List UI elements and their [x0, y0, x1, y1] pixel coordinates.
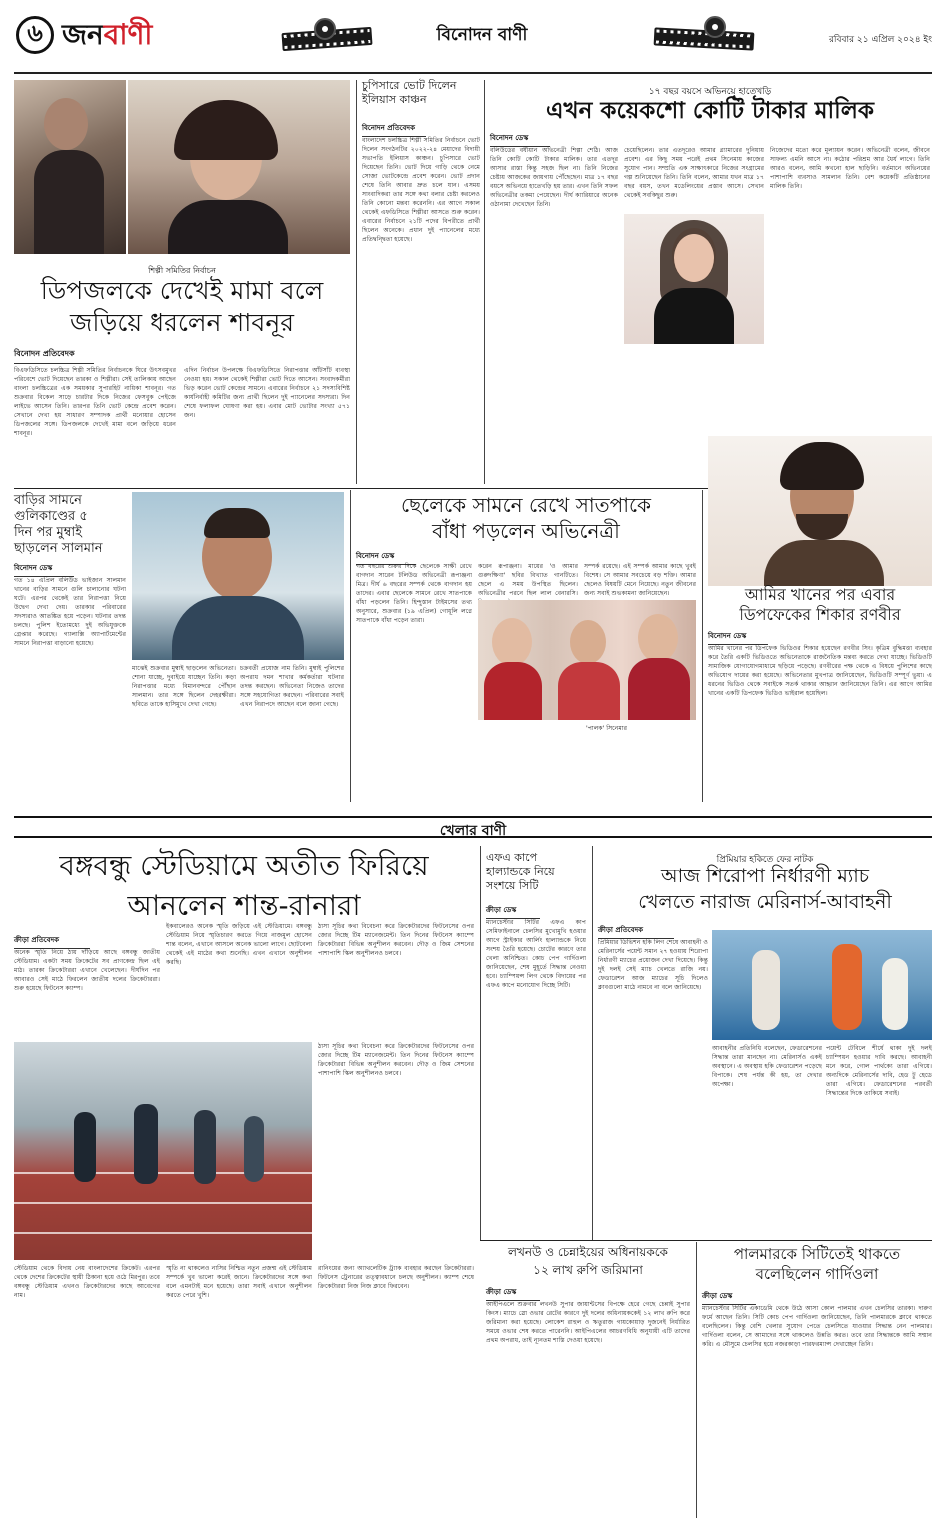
satpake-body-col2: করেন রূপাঞ্জনা। মায়ের 'ও আমার গুরুদক্ষিণা' ছবির বিখ্যাত গানটিতে। ছেলে এ সময় উপস্থিত ছিলেন। অভিনেত্রীর পরনে ছিল লাল বেনারসি। — [478, 563, 578, 597]
guardiola-byline: ক্রীড়া ডেস্ক — [702, 1290, 756, 1305]
city-headline-1: এফএ কাপে — [486, 851, 538, 864]
ranveer-headline-1: আমির খানের পর এবার — [744, 585, 896, 604]
photo-hockey-players — [712, 930, 932, 1040]
photo-shabnur-car — [128, 80, 350, 254]
city-byline: ক্রীড়া ডেস্ক — [486, 904, 540, 919]
photo-rupanjana-wedding — [478, 600, 696, 720]
stadium-body-col3: ঠাসা সূচির কথা বিবেচনা করে ক্রিকেটারদের ফিটনেসের ওপর জোর দিচ্ছে টিম ম্যানেজমেন্ট। তিন দিনের ফিটনেস ক্যাম্পে ক্রিকেটাররা বিভিন্ন অনুশীলন করবেন। দৌড় ও জিম সেশনের পাশাপাশি স্কিল অনুশীলনও চলবে। — [318, 923, 474, 957]
ilias-headline-1: চুপিসারে ভোট দিলেন — [362, 79, 457, 92]
issue-date: রবিবার ২১ এপ্রিল ২০২৪ ইং — [828, 35, 932, 45]
salman-headline-3: দিন পর মুম্বাই — [14, 525, 82, 540]
shabnur-body-col1: বিএফডিসিতে চলচ্চিত্র শিল্পী সমিতির নির্বাচনকে ঘিরে উৎসবমুখর পরিবেশে ভোট দিয়েছেন তারকা ও শিল্পীরা। সেই তালিকায় আছেন বাংলা চলচ্চিত্রের এক সময়কার সুপারহিট নায়িকা শাবনূর। গত শুক্রবার বিকেল সাড়ে চারটার দিকে নিজের ফেসবুক পেইজে লাইভে আসেন তিনি। তারপর তিনি ভোট কেন্দ্রে প্রবেশ করেন। সেখানে দেখা হয় সাধারণ সম্পাদক প্রার্থী মনোয়ার হোসেন ডিপজলের সঙ্গে। ডিপজলকে দেখেই মামা বলে জড়িয়ে ধরেন শাবনূর। — [14, 367, 176, 437]
salman-headline-2: গুলিকাণ্ডের ৫ — [14, 509, 88, 524]
logo-jan: জন — [62, 18, 104, 51]
satpake-caption: 'পালক' সিনেমার — [586, 725, 627, 732]
rich-body-col3: নিজেদের মতো করে মূল্যায়ন করেন। অভিনেত্রী বলেন, জীবনে সাফল্য এমনি আসে না। কঠোর পরিশ্রম আর ধৈর্য লাগে। তিনি আরও বলেন, আমি কখনো হাল ছাড়িনি। বর্তমানে অভিনয়ের পাশাপাশি ব্যবসাও সামলান তিনি। বেশ কয়েকটি প্রতিষ্ঠানের মালিক তিনি। — [770, 147, 930, 190]
satpake-headline-2: বাঁধা পড়লেন অভিনেত্রী — [432, 519, 620, 543]
stadium-body-lower-col3: রানিংয়ের জন্য অ্যাথলেটিক ট্র্যাক ব্যবহার করছেন ক্রিকেটাররা। ফিটনেস ট্রেনারের তত্ত্বাবধানে চলছে অনুশীলন। ক্যাম্প শেষে ক্রিকেটাররা নিজ নিজ ক্লাবে ফিরবেন। — [318, 1265, 474, 1290]
ranveer-body: আমির খানের পর ডিপফেক ভিডিওর শিকার হয়েছেন রণবীর সিং। কৃত্রিম বুদ্ধিমত্তা ব্যবহার করে তৈরি একটি ভিডিওতে অভিনেতাকে রাজনৈতিক মন্তব্য করতে দেখা যাচ্ছে। ভিডিওটি সামাজিক যোগাযোগমাধ্যমে ছড়িয়ে পড়েছে। রণবীরের পক্ষ থেকে এ বিষয়ে পুলিশের কাছে অভিযোগ দায়ের করা হয়েছে। অভিনেতার মুখপাত্র জানিয়েছেন, ভিডিওটি সম্পূর্ণ ভুয়া। এ ধরনের ভিডিও থেকে সবাইকে সতর্ক থাকার আহ্বান জানিয়েছেন তিনি। এর আগে আমির খানের একটি ডিপফেক ভিডিও ভাইরাল হয়েছিল। — [708, 645, 932, 697]
stadium-body-lower-col1: স্টেডিয়াম থেকে বিদায় নেয় বাংলাদেশের ক্রিকেট। এরপর থেকে দেশের ক্রিকেটের স্থায়ী ঠিকানা হয়ে ওঠে মিরপুর। তবে বঙ্গবন্ধু স্টেডিয়াম এখনও ক্রিকেটারদের কাছে আবেগের নাম। — [14, 1265, 160, 1299]
sports-section-banner — [14, 816, 932, 838]
salman-body-col3: চক্রবর্তী প্রযোজ নাম তিনি। মুম্বাই পুলিশের অপরাধ দমন শাখার কর্মকর্তারা ঘটনার তদন্ত করছেন। অভিনেতা নিজেও তাদের সঙ্গে সহযোগিতা করছেন। পরিবারের সবাই এখন নিরাপদে আছেন বলে জানা গেছে। — [240, 665, 344, 708]
hockey-headline-2: খেলতে নারাজ মেরিনার্স-আবাহনী — [638, 891, 892, 913]
ipl-body: আইপিএলে শুক্রবার লখনউ সুপার জায়ান্টসের বিপক্ষে হেরে গেছে চেন্নাই সুপার কিংস। ম্যাচে স্লো ওভার রেটের কারণে দুই দলের অধিনায়ককেই ১২ লাখ রুপি করে জরিমানা করা হয়েছে। লোকেশ রাহুল ও ঋতুরাজ গায়কোয়াড় দুজনেই নির্ধারিত সময়ে ওভার শেষ করতে পারেননি। আইপিএলের আচরণবিধি অনুযায়ী এটি তাদের প্রথম অপরাধ, তাই ন্যূনতম শাস্তি দেওয়া হয়েছে। — [486, 1301, 690, 1344]
masthead-divider — [14, 72, 932, 74]
city-headline-3: সংশয়ে সিটি — [486, 879, 539, 892]
shabnur-kicker: শিল্পী সমিতির নির্বাচন — [148, 266, 216, 275]
photo-shabnur-dipjol — [14, 80, 126, 254]
guardiola-body: ম্যানচেস্টার সিটির একাডেমি থেকে উঠে আসা কোল পালমার এখন চেলসির তারকা। দারুণ ফর্মে আছেন তিনি। সিটি কোচ পেপ গার্দিওলা জানিয়েছেন, তিনি পালমারকে ক্লাবে থাকতে বলেছিলেন। কিন্তু বেশি খেলার সুযোগ পেতে চেলসিতে যাওয়ার সিদ্ধান্ত নেন পালমার। গার্দিওলা বলেন, সে আমাদের সঙ্গে থাকলেও উন্নতি করত। তবে তার সিদ্ধান্তকে আমি সম্মান করি। এ মৌসুমে চেলসির হয়ে নজরকাড়া পারফরম্যান্স দেখাচ্ছেন তিনি। — [702, 1305, 932, 1348]
masthead — [14, 12, 932, 72]
hockey-byline: ক্রীড়া প্রতিবেদক — [598, 924, 674, 939]
newspaper-logo — [62, 18, 152, 52]
ranveer-headline-2: ডিপফেকের শিকার রণবীর — [739, 605, 901, 624]
film-reel-icon — [704, 16, 726, 38]
guardiola-headline-2: বলেছিলেন গার্দিওলা — [755, 1265, 879, 1283]
rich-headline: এখন কয়েকশো কোটি টাকার মালিক — [546, 98, 874, 124]
ipl-byline: ক্রীড়া ডেস্ক — [486, 1286, 540, 1301]
photo-salman-khan — [132, 492, 344, 660]
ilias-body: বাংলাদেশ চলচ্চিত্র শিল্পী সমিতির নির্বাচনে ভোট দিলেন সংগঠনটির ২০২২-২৪ মেয়াদের বিদায়ী সভাপতি ইলিয়াস কাঞ্চন। চুপিসারে ভোট দিয়েছেন তিনি। ভোট দিয়ে গাড়ি থেকে নেমে সোজা ভোটকেন্দ্রে প্রবেশ করেন। ভোট প্রদান শেষে তিনি আবার দ্রুত চলে যান। এসময় সাংবাদিকরা তার সঙ্গে কথা বলার চেষ্টা করলেও তিনি কোনো মন্তব্য করেননি। এর আগে সকাল থেকেই এফডিসিতে শিল্পীরা আসতে শুরু করেন। এবারের নির্বাচনে ২১টি পদের বিপরীতে প্রার্থী ছিলেন অনেকে। প্রধান দুই প্যানেলের মধ্যে প্রতিদ্বন্দ্বিতা হয়েছে। — [362, 137, 480, 243]
ipl-headline-2: ১২ লাখ রুপি জরিমানা — [533, 1263, 643, 1277]
photo-ranveer-singh — [708, 436, 932, 586]
salman-body-col2: মাঝেই শুক্রবার মুম্বাই ছাড়লেন অভিনেতা। শোনা যাচ্ছে, দুবাইয়ে যাচ্ছেন তিনি। কড়া নিরাপত্তার মধ্যে বিমানবন্দরে পৌঁছান সালমান। তার সঙ্গে ছিলেন দেহরক্ষীরা। ছবিতে তাকে হাসিমুখে দেখা গেছে। — [132, 665, 236, 708]
city-headline-2: হাল্যান্ডকে নিয়ে — [486, 865, 555, 878]
rich-byline: বিনোদন ডেস্ক — [490, 132, 550, 147]
ipl-headline-1: লখনউ ও চেন্নাইয়ের অধিনায়ককে — [508, 1245, 668, 1259]
salman-headline-4: ছাড়লেন সালমান — [14, 541, 103, 556]
rich-kicker: ১৭ বছর বয়সে অভিনয়ে হাতেখড়ি — [648, 87, 772, 97]
salman-byline: বিনোদন ডেস্ক — [14, 562, 74, 577]
logo-bani: বাণী — [103, 18, 153, 51]
sports-section-title: খেলার বাণী — [439, 823, 507, 839]
ranveer-byline: বিনোদন ডেস্ক — [708, 630, 768, 645]
shabnur-body-col2: এদিন নির্বাচন উপলক্ষে বিএফডিসিতে নিরাপত্তার আঁটসাঁট ব্যবস্থা নেওয়া হয়। সকাল থেকেই শিল্পীরা ভোট দিতে আসেন। সংবাদকর্মীরা ভিড় করেন ভোট কেন্দ্রের সামনে। এবারের নির্বাচনে ২১ সদস্যবিশিষ্ট কার্যনির্বাহী কমিটির জন্য প্রার্থী ছিলেন দুই প্যানেলের সদস্যরা। দিন শেষে ফলাফল ঘোষণা করা হয়। এবার মোট ভোটার সংখ্যা ৫৭১ জন। — [184, 367, 350, 419]
film-reel-icon — [314, 18, 336, 40]
satpake-byline: বিনোদন ডেস্ক — [356, 550, 416, 565]
stadium-headline-2: আনলেন শান্ত-রানারা — [127, 889, 361, 922]
stadium-body-col2: ইকবালেরও অনেক স্মৃতি জড়িয়ে এই স্টেডিয়ামে। বঙ্গবন্ধু স্টেডিয়াম নিয়ে স্মৃতিচারণ করতে গিয়ে নাজমুল হোসেন শান্ত বলেন, এখানে আসলে অনেক ভালো লাগে। ছোটবেলা থেকেই এই মাঠের কথা শুনেছি। এখন এখানে অনুশীলন করছি। — [166, 923, 312, 966]
stadium-byline: ক্রীড়া প্রতিবেদক — [14, 934, 90, 949]
photo-cricketers-running — [14, 1042, 312, 1260]
guardiola-headline-1: পালমারকে সিটিতেই থাকতে — [733, 1245, 901, 1263]
ilias-byline: বিনোদন প্রতিবেদক — [362, 122, 426, 137]
page-number: ৬ — [27, 19, 43, 47]
hockey-body-col1: প্রিমিয়ার ডিভিশন হকি লিগ শেষে আবাহনী ও মেরিনার্সের পয়েন্ট সমান ২৭ হওয়ায় শিরোপা নির্ধারণী ম্যাচের প্রয়োজন দেখা দিয়েছে। কিন্তু দুই দলই সেই ম্যাচ খেলতে রাজি নয়। ফেডারেশন আজ ম্যাচের সূচি দিলেও ক্লাবগুলো মাঠে নামবে না বলে জানিয়েছে। — [598, 939, 708, 991]
satpake-headline-1: ছেলেকে সামনে রেখে সাতপাকে — [400, 493, 652, 517]
hockey-body-col3: পয়েন্ট টেবিলে শীর্ষে থাকা দুই দলই চ্যাম্পিয়ন হওয়ার দাবি করছে। আবাহনী মনে করে, গোল পার্থক্যে তারা এগিয়ে। অন্যদিকে মেরিনার্সের দাবি, হেড টু হেডে তারা এগিয়ে। ফেডারেশনের পরবর্তী সিদ্ধান্তের দিকে তাকিয়ে সবাই। — [826, 1045, 932, 1097]
city-body: ম্যানচেস্টার সিটির এফএ কাপ সেমিফাইনালে চেলসির মুখোমুখি হওয়ার আগে স্ট্রাইকার আর্লিং হাল্যান্ডকে নিয়ে সংশয় তৈরি হয়েছে। চোটের কারণে তার খেলা অনিশ্চিত। কোচ পেপ গার্দিওলা জানিয়েছেন, শেষ মুহূর্তে সিদ্ধান্ত নেওয়া হবে। চ্যাম্পিয়ন্স লিগ থেকে বিদায়ের পর এফএ কাপে মনোযোগ দিচ্ছে সিটি। — [486, 919, 586, 989]
stadium-body-col3b: ঠাসা সূচির কথা বিবেচনা করে ক্রিকেটারদের ফিটনেসের ওপর জোর দিচ্ছে টিম ম্যানেজমেন্ট। তিন দিনের ফিটনেস ক্যাম্পে ক্রিকেটাররা বিভিন্ন অনুশীলন করবেন। দৌড় ও জিম সেশনের পাশাপাশি স্কিল অনুশীলনও চলবে। — [318, 1043, 474, 1077]
section-title: বিনোদন বাণী — [436, 25, 528, 45]
photo-shilpa-shetty — [624, 214, 764, 344]
salman-body-col1: গত ১৪ এপ্রিল বলিউড ভাইজান সালমান খানের বাড়ির সামনে গুলি চালানোর ঘটনা ঘটে। এরপর থেকেই তার নিরাপত্তা নিয়ে উদ্বেগ দেখা দেয়। তারকার পরিবারের সদস্যরাও আতঙ্কিত হয়ে পড়েন। ঘটনার তদন্ত চলছে। পুলিশ ইতোমধ্যে দুই অভিযুক্তকে গ্রেপ্তার করেছে। গ্যালাক্সি অ্যাপার্টমেন্টের সামনে নিরাপত্তা বাড়ানো হয়েছে। — [14, 577, 126, 647]
rich-body-col2: চেয়েছিলেন। তার এতদূরেও আমার গ্ল্যামারের দুনিয়ায় প্রবেশ। এর কিছু সময় পরেই প্রথম সিনেমায় কাজের সুযোগ পান। সম্প্রতি এক সাক্ষাৎকারে নিজের সংগ্রামের গল্প শুনিয়েছেন তিনি। তিনি বলেন, আমার যখন মাত্র ১৭ বছর বয়স, তখন মডেলিংয়ের প্রস্তাব আসে। সেখান থেকেই সবকিছুর শুরু। — [624, 147, 764, 199]
stadium-headline-1: বঙ্গবন্ধু স্টেডিয়ামে অতীত ফিরিয়ে — [59, 849, 429, 882]
hockey-headline-1: আজ শিরোপা নির্ধারণী ম্যাচ — [660, 865, 870, 887]
ilias-headline-2: ইলিয়াস কাঞ্চন — [362, 93, 427, 106]
shabnur-byline: বিনোদন প্রতিবেদক — [14, 348, 94, 364]
salman-headline-1: বাড়ির সামনে — [14, 493, 82, 508]
stadium-body-lower-col2: স্মৃতি না থাকলেও নাসির নিশ্চিত নতুন প্রজন্ম এই স্টেডিয়াম সম্পর্কে খুব ভালো করেই জানে। ক্রিকেটারদের সঙ্গে কথা বলে এমনটাই মনে হয়েছে। তারা সবাই এখানে অনুশীলন করতে পেরে খুশি। — [166, 1265, 312, 1299]
stadium-body-col1: অনেক স্মৃতি নিয়ে ঠায় দাঁড়িয়ে আছে বঙ্গবন্ধু জাতীয় স্টেডিয়াম। একটা সময় ক্রিকেটের সব প্রাণকেন্দ্র ছিল এই মাঠ। তারকা ক্রিকেটাররা এখানে খেলেছেন। দীর্ঘদিন পর আবারও সেই মাঠে ফিরলেন জাতীয় দলের ক্রিকেটাররা। শুরু হয়েছে ফিটনেস ক্যাম্প। — [14, 949, 160, 992]
page-number-badge — [16, 16, 54, 54]
rich-body-col1: বলিউডের বর্ষীয়ান অভিনেত্রী শিল্পা শেঠি। আজ তিনি কোটি কোটি টাকার মালিক। তার এতদূর আসার রাস্তা কিন্তু সহজ ছিল না। তিনি নিজের চেষ্টায় আজকের জায়গায় পৌঁছেছেন। মাত্র ১৭ বছর বয়সে অভিনয়ে হাতেখড়ি হয় তার। এখন তিনি সফল অভিনেত্রীর তকমা পেয়েছেন। দীর্ঘ ক্যারিয়ারে অনেক ওঠানামা দেখেছেন তিনি। — [490, 147, 618, 208]
satpake-body-col1: গত বছরের শুরুর দিকে ছেলেকে সাক্ষী রেখে বাগদান সারেন টলিউড অভিনেত্রী রূপাঞ্জনা মিত্র। দীর্ঘ ৬ বছরের সম্পর্ক থেকে বাগদান হয় তাদের। এবার ছেলেকে সামনে রেখে সাতপাকে বাঁধা পড়লেন তিনি। হিন্দুস্তান টাইমসের তথ্য অনুসারে, শুক্রবার (১৯ এপ্রিল) গোধূলি লগ্নে সাতপাকে বাঁধা পড়েন তারা। — [356, 563, 472, 624]
hockey-body-col2: আবাহনীর প্রতিনিধি বলেছেন, ফেডারেশনের সিদ্ধান্ত তারা মানছেন না। মেরিনার্সও একই অবস্থানে। এ অবস্থায় হকি ফেডারেশন পড়েছে বিপাকে। শেষ পর্যন্ত কী হয়, তা দেখার অপেক্ষা। — [712, 1045, 822, 1088]
shabnur-headline-2: জড়িয়ে ধরলেন শাবনূর — [69, 308, 295, 337]
hockey-kicker: প্রিমিয়ার হকিতে ফের নাটক — [716, 855, 814, 865]
satpake-body-col3: সম্পর্ক রয়েছে। এই সম্পর্ক আমার কাছে খুবই বিশেষ। সে আমার সবচেয়ে বড় শক্তি। আমার ছেলেও বিষয়টি মেনে নিয়েছে। নতুন জীবনের জন্য সবাই শুভকামনা জানিয়েছেন। — [584, 563, 696, 597]
shabnur-headline-1: ডিপজলকে দেখেই মামা বলে — [40, 276, 324, 305]
